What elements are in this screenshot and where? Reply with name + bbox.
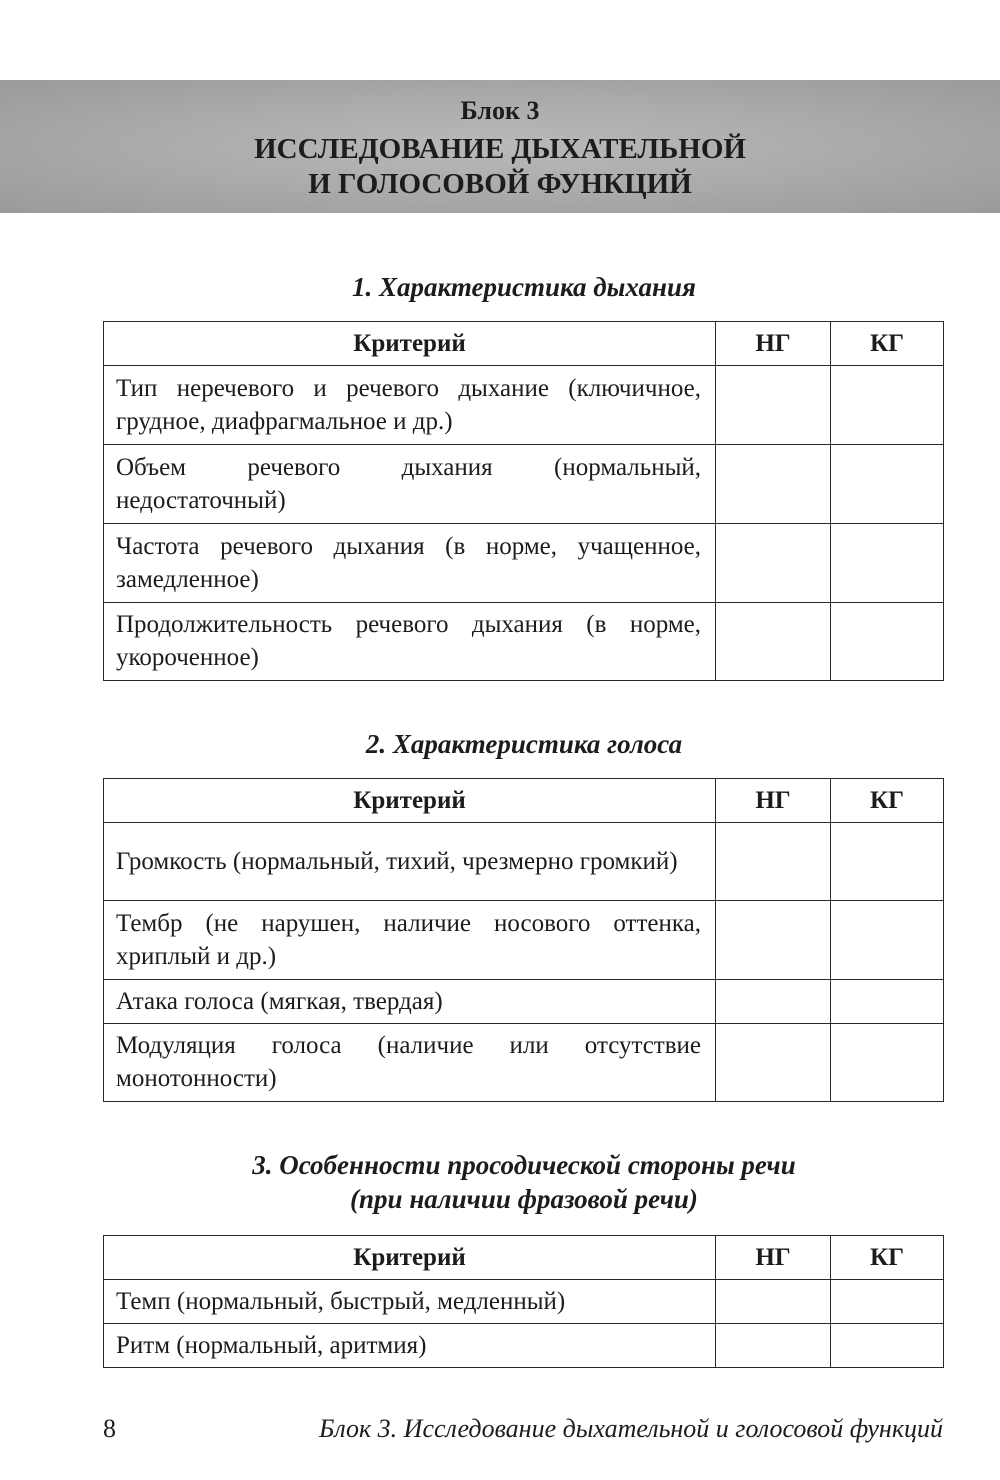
section-3-title-line2: (при наличии фразовой речи) [350,1184,698,1214]
kg-cell [831,1324,944,1368]
table-row [104,1324,944,1368]
block-banner [0,80,1000,213]
header-criterion: Критерий [104,779,716,823]
criterion-cell: Атака голоса (мягкая, твердая) [104,980,716,1024]
table-row [104,366,944,445]
kg-cell [831,980,944,1024]
criterion-cell: Модуляция голоса (наличие или отсутствие монотонности) [104,1024,716,1102]
table-row [104,980,944,1024]
ng-cell [716,1324,831,1368]
running-title: Блок 3. Исследование дыхательной и голосовой функций [319,1414,943,1443]
kg-cell [831,366,944,445]
ng-cell [716,1280,831,1324]
table-row [104,1280,944,1324]
ng-cell [716,366,831,445]
header-criterion: Критерий [104,322,716,366]
kg-cell [831,603,944,681]
ng-cell [716,1024,831,1102]
criterion-cell: Частота речевого дыхания (в норме, учащенное, замедленное) [104,524,716,603]
ng-cell [716,603,831,681]
criterion-cell: Тембр (не нарушен, наличие носового оттенка, хриплый и др.) [104,901,716,980]
header-ng: НГ [716,1236,831,1280]
table-row [104,603,944,681]
table-row [104,823,944,901]
criterion-cell: Темп (нормальный, быстрый, медленный) [104,1280,716,1324]
block-title-line1: ИССЛЕДОВАНИЕ ДЫХАТЕЛЬНОЙ [254,133,746,165]
section-3-title [0,1148,1000,1216]
table-row [104,1024,944,1102]
ng-cell [716,901,831,980]
table-header-row [104,322,944,366]
table-header-row [104,1236,944,1280]
table-row [104,901,944,980]
table-header-row [104,779,944,823]
ng-cell [716,823,831,901]
header-ng: НГ [716,322,831,366]
criterion-cell: Тип неречевого и речевого дыхание (ключичное, грудное, диафрагмальное и др.) [104,366,716,445]
table-row [104,524,944,603]
header-kg: КГ [831,779,944,823]
section-3-title-line1: 3. Особенности просодической стороны речи [252,1150,796,1180]
kg-cell [831,524,944,603]
header-kg: КГ [831,1236,944,1280]
kg-cell [831,445,944,524]
block-label: Блок 3 [460,96,540,125]
kg-cell [831,901,944,980]
voice-table [103,778,944,1102]
kg-cell [831,1024,944,1102]
ng-cell [716,445,831,524]
table-row [104,445,944,524]
breathing-table [103,321,944,681]
kg-cell [831,823,944,901]
kg-cell [831,1280,944,1324]
block-title [0,132,1000,202]
section-1-title: 1. Характеристика дыхания [352,272,696,302]
prosody-table [103,1235,944,1368]
criterion-cell: Объем речевого дыхания (нормальный, недостаточный) [104,445,716,524]
section-2-title: 2. Характеристика голоса [365,729,683,759]
header-criterion: Критерий [104,1236,716,1280]
criterion-cell: Продолжительность речевого дыхания (в норме, укороченное) [104,603,716,681]
criterion-cell: Ритм (нормальный, аритмия) [104,1324,716,1368]
ng-cell [716,524,831,603]
block-title-line2: И ГОЛОСОВОЙ ФУНКЦИЙ [308,168,692,200]
header-kg: КГ [831,322,944,366]
page-number: 8 [103,1414,116,1443]
header-ng: НГ [716,779,831,823]
criterion-cell: Громкость (нормальный, тихий, чрезмерно громкий) [104,823,716,901]
ng-cell [716,980,831,1024]
